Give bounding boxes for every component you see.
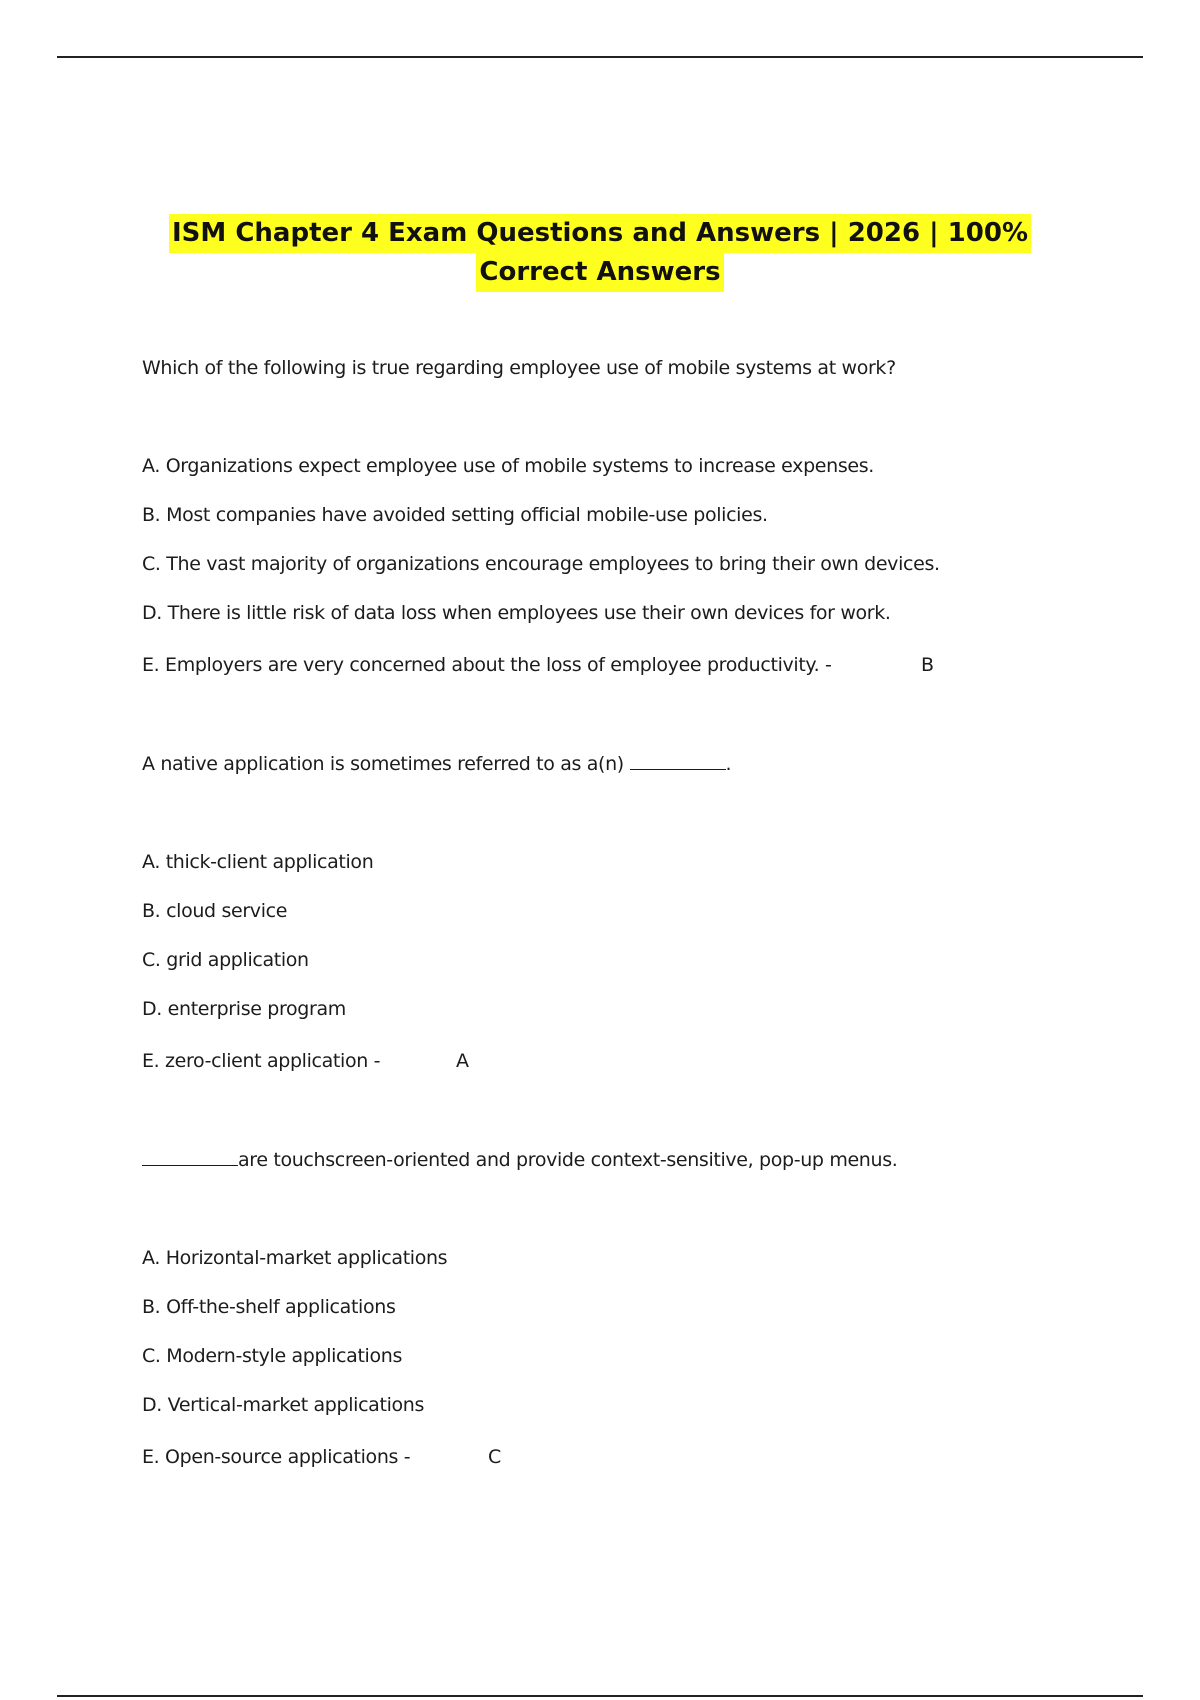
question-2-prompt-text: A native application is sometimes referred to as a(n) xyxy=(142,753,630,775)
question-2-option-b: B. cloud service xyxy=(142,900,288,922)
question-1-option-d: D. There is little risk of data loss when employees use their own devices for work. xyxy=(142,602,891,624)
top-rule xyxy=(57,56,1143,58)
title-line-2: Correct Answers xyxy=(476,253,723,292)
fill-in-blank xyxy=(142,1148,238,1166)
question-2-option-e: E. zero-client application - xyxy=(142,1050,381,1072)
question-3-answer: C xyxy=(488,1446,502,1468)
question-3-option-e: E. Open-source applications - xyxy=(142,1446,411,1468)
question-3-option-a: A. Horizontal-market applications xyxy=(142,1247,448,1269)
question-2-option-d: D. enterprise program xyxy=(142,998,346,1020)
question-1-answer: B xyxy=(921,654,935,676)
title-line-1: ISM Chapter 4 Exam Questions and Answers | 2026 | 100% xyxy=(169,214,1031,253)
question-2-option-c: C. grid application xyxy=(142,949,309,971)
question-2-prompt xyxy=(142,752,731,776)
question-1-prompt: Which of the following is true regarding employee use of mobile systems at work? xyxy=(142,357,896,379)
question-2-answer: A xyxy=(456,1050,469,1072)
question-1-option-a: A. Organizations expect employee use of mobile systems to increase expenses. xyxy=(142,455,874,477)
question-1-option-e: E. Employers are very concerned about the loss of employee productivity. - xyxy=(142,654,832,676)
question-3-option-d: D. Vertical-market applications xyxy=(142,1394,425,1416)
question-3-prompt xyxy=(142,1148,897,1172)
question-1-option-b: B. Most companies have avoided setting official mobile-use policies. xyxy=(142,504,768,526)
question-3-prompt-text: are touchscreen-oriented and provide context-sensitive, pop-up menus. xyxy=(238,1149,898,1171)
question-2-option-a: A. thick-client application xyxy=(142,851,374,873)
document-title xyxy=(100,214,1100,292)
question-3-option-b: B. Off-the-shelf applications xyxy=(142,1296,396,1318)
fill-in-blank xyxy=(630,752,726,770)
question-1-option-c: C. The vast majority of organizations encourage employees to bring their own devices. xyxy=(142,553,940,575)
bottom-rule xyxy=(57,1695,1143,1697)
question-3-option-c: C. Modern-style applications xyxy=(142,1345,402,1367)
question-2-prompt-end: . xyxy=(725,753,732,775)
